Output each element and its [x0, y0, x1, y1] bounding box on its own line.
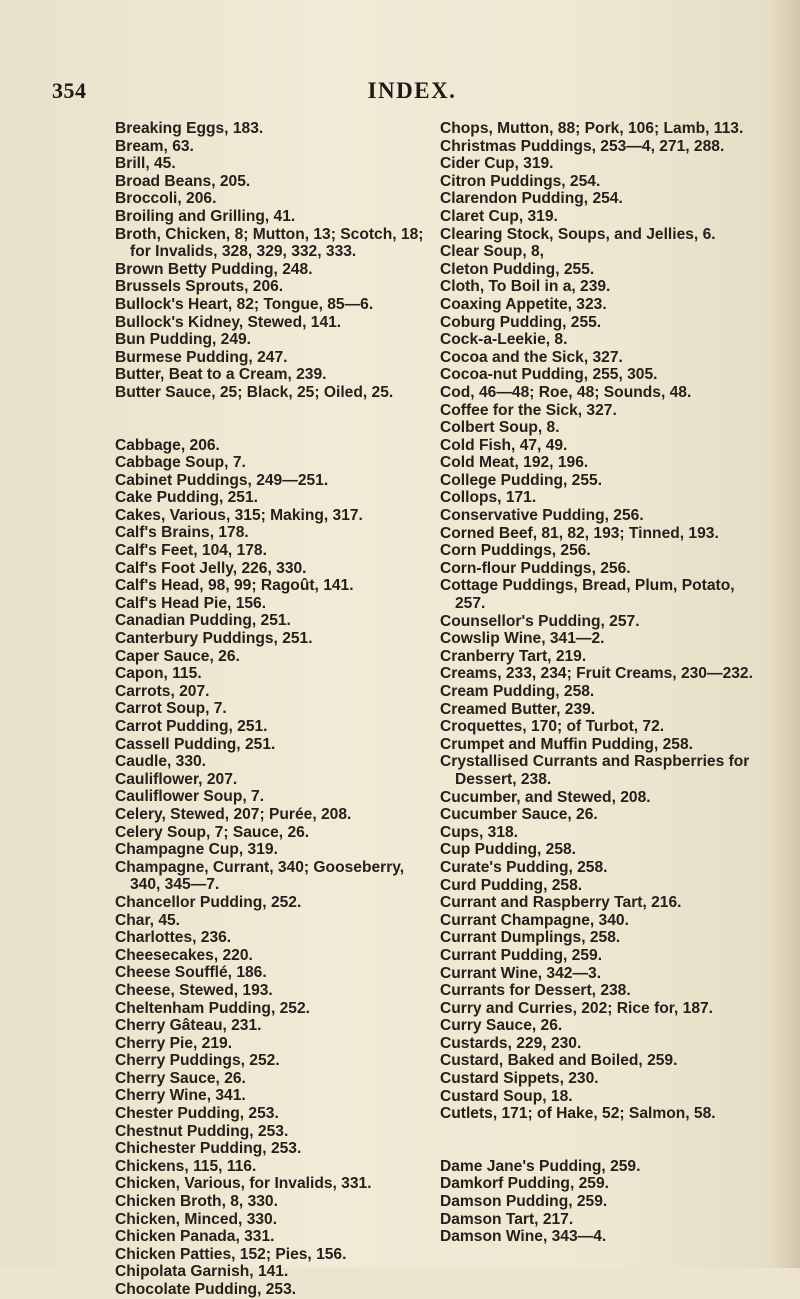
index-entry: Citron Puddings, 254.: [440, 172, 601, 190]
index-entry: Cabbage Soup, 7.: [115, 454, 246, 472]
index-entry: Brussels Sprouts, 206.: [115, 278, 284, 296]
index-entry: Cauliflower Soup, 7.: [115, 788, 265, 806]
index-entry: Calf's Head Pie, 156.: [115, 594, 267, 612]
index-entry: Clear Soup, 8,: [440, 243, 544, 261]
index-entry: Custard Sippets, 230.: [440, 1070, 599, 1088]
index-entry: Counsellor's Pudding, 257.: [440, 612, 640, 630]
index-entry: Cocoa-nut Pudding, 255, 305.: [440, 366, 658, 384]
index-entry: Cherry Wine, 341.: [115, 1087, 246, 1105]
index-entry: Cheesecakes, 220.: [115, 946, 253, 964]
index-entry: Currant Champagne, 340.: [440, 911, 629, 929]
index-entry: Currant and Raspberry Tart, 216.: [440, 894, 682, 912]
index-entry: Corned Beef, 81, 82, 193; Tinned, 193.: [440, 524, 719, 542]
index-entry: Chicken, Various, for Invalids, 331.: [115, 1175, 372, 1193]
page-header: [52, 78, 772, 108]
index-entry: Chicken, Minced, 330.: [115, 1210, 278, 1228]
index-entry: Cakes, Various, 315; Making, 317.: [115, 506, 363, 524]
index-entry: Damson Wine, 343—4.: [440, 1228, 607, 1246]
index-entry: Butter Sauce, 25; Black, 25; Oiled, 25.: [115, 383, 394, 401]
page-edge-shadow: [772, 0, 800, 1268]
index-entry: Chestnut Pudding, 253.: [115, 1122, 289, 1140]
index-entry: Custard, Baked and Boiled, 259.: [440, 1052, 678, 1070]
index-entry: Cold Fish, 47, 49.: [440, 436, 568, 454]
index-entry: Char, 45.: [115, 911, 181, 929]
index-entry: Coburg Pudding, 255.: [440, 313, 602, 331]
index-entry: Colbert Soup, 8.: [440, 419, 560, 437]
index-entry: Brown Betty Pudding, 248.: [115, 260, 313, 278]
index-entry: Bullock's Kidney, Stewed, 141.: [115, 313, 342, 331]
index-entry: Cottage Puddings, Bread, Plum, Potato, 257.: [440, 577, 735, 613]
index-entry: Cold Meat, 192, 196.: [440, 454, 589, 472]
index-entry: Bun Pudding, 249.: [115, 331, 252, 349]
index-entry: Claret Cup, 319.: [440, 207, 558, 225]
index-entry: Curd Pudding, 258.: [440, 876, 583, 894]
index-entry: Carrot Soup, 7.: [115, 700, 227, 718]
index-entry: Broiling and Grilling, 41.: [115, 207, 296, 225]
index-entry: Cabinet Puddings, 249—251.: [115, 471, 329, 489]
index-entry: Damkorf Pudding, 259.: [440, 1175, 609, 1193]
index-entry: Curate's Pudding, 258.: [440, 858, 608, 876]
index-entry: Corn-flour Puddings, 256.: [440, 559, 631, 577]
index-entry: Cabbage, 206.: [115, 436, 220, 454]
index-entry: Curry Sauce, 26.: [440, 1017, 563, 1035]
index-entry: Chocolate Pudding, 253.: [115, 1281, 297, 1298]
index-entry: Caudle, 330.: [115, 753, 207, 771]
index-entry: Cod, 46—48; Roe, 48; Sounds, 48.: [440, 383, 692, 401]
index-entry: Currant Dumplings, 258.: [440, 929, 621, 947]
index-entry: Chicken Patties, 152; Pies, 156.: [115, 1245, 347, 1263]
index-entry: Cloth, To Boil in a, 239.: [440, 278, 611, 296]
index-entry: Cutlets, 171; of Hake, 52; Salmon, 58.: [440, 1105, 716, 1123]
index-entry: Celery Soup, 7; Sauce, 26.: [115, 823, 310, 841]
index-entry: Calf's Brains, 178.: [115, 524, 249, 542]
index-entry: Calf's Head, 98, 99; Ragoût, 141.: [115, 577, 354, 595]
index-entry: Bullock's Heart, 82; Tongue, 85—6.: [115, 295, 374, 313]
index-entry: Carrots, 207.: [115, 682, 210, 700]
index-entry: Custards, 229, 230.: [440, 1034, 582, 1052]
index-entry: Cherry Pie, 219.: [115, 1034, 233, 1052]
index-entry: Chicken Broth, 8, 330.: [115, 1193, 278, 1211]
index-entry: Christmas Puddings, 253—4, 271, 288.: [440, 137, 725, 155]
index-entry: Chancellor Pudding, 252.: [115, 893, 302, 911]
index-entry: Broad Beans, 205.: [115, 172, 251, 190]
index-entry: Cup Pudding, 258.: [440, 841, 577, 859]
index-entry: Bream, 63.: [115, 137, 194, 155]
index-entry: Currant Pudding, 259.: [440, 946, 603, 964]
index-entry: Currant Wine, 342—3.: [440, 964, 602, 982]
index-entry: Canadian Pudding, 251.: [115, 612, 291, 630]
index-entry: Chickens, 115, 116.: [115, 1157, 257, 1175]
index-entry: Chops, Mutton, 88; Pork, 106; Lamb, 113.: [440, 120, 744, 137]
index-entry: Crumpet and Muffin Pudding, 258.: [440, 735, 693, 753]
index-entry: Cheese Soufflé, 186.: [115, 964, 267, 982]
index-column-right: [440, 120, 762, 1246]
index-entry: Cock-a-Leekie, 8.: [440, 331, 568, 349]
index-entry: Calf's Foot Jelly, 226, 330.: [115, 559, 307, 577]
index-entry: Breaking Eggs, 183.: [115, 120, 264, 137]
index-entry: Clarendon Pudding, 254.: [440, 190, 623, 208]
index-entry: Cauliflower, 207.: [115, 770, 238, 788]
index-entry: Cleton Pudding, 255.: [440, 260, 595, 278]
index-entry: Cherry Puddings, 252.: [115, 1052, 280, 1070]
index-entry: Chichester Pudding, 253.: [115, 1140, 302, 1158]
letter-section-gap: [115, 402, 437, 437]
index-entry: Chipolata Garnish, 141.: [115, 1263, 289, 1281]
index-entry: Cream Pudding, 258.: [440, 683, 595, 700]
index-entry: Caper Sauce, 26.: [115, 647, 240, 665]
index-entry: Damson Pudding, 259.: [440, 1193, 608, 1211]
index-entry: Canterbury Puddings, 251.: [115, 630, 313, 648]
index-entry: Cherry Sauce, 26.: [115, 1069, 246, 1087]
index-entry: Cherry Gâteau, 231.: [115, 1017, 262, 1035]
index-entry: Croquettes, 170; of Turbot, 72.: [440, 718, 665, 736]
running-head: INDEX.: [367, 78, 457, 103]
index-entry: Champagne Cup, 319.: [115, 841, 278, 859]
index-entry: Collops, 171.: [440, 489, 537, 507]
index-entry: Cake Pudding, 251.: [115, 489, 258, 507]
index-entry: Cocoa and the Sick, 327.: [440, 348, 623, 366]
index-entry: Creams, 233, 234; Fruit Creams, 230—232.: [440, 665, 753, 683]
index-entry: Damson Tart, 217.: [440, 1210, 574, 1228]
index-entry: Carrot Pudding, 251.: [115, 718, 268, 735]
index-entry: Champagne, Currant, 340; Gooseberry, 340, 345—7.: [115, 858, 405, 894]
index-entry: Broth, Chicken, 8; Mutton, 13; Scotch, 18; for Invalids, 328, 329, 332, 333.: [115, 225, 424, 261]
page-number: 354: [52, 78, 87, 103]
index-entry: Curry and Curries, 202; Rice for, 187.: [440, 999, 714, 1017]
index-entry: Dame Jane's Pudding, 259.: [440, 1157, 641, 1175]
index-entry: Clearing Stock, Soups, and Jellies, 6.: [440, 225, 716, 243]
index-column-left: [115, 120, 437, 1299]
index-entry: Cups, 318.: [440, 823, 518, 841]
index-entry: Cowslip Wine, 341—2.: [440, 630, 605, 648]
letter-section-gap: [440, 1123, 762, 1158]
index-entry: Capon, 115.: [115, 665, 202, 683]
index-entry: Conservative Pudding, 256.: [440, 507, 644, 525]
index-entry: Currants for Dessert, 238.: [440, 982, 631, 1000]
index-entry: Crystallised Currants and Raspberries for Dessert, 238.: [440, 753, 750, 788]
index-entry: Coaxing Appetite, 323.: [440, 295, 607, 313]
index-entry: Celery, Stewed, 207; Purée, 208.: [115, 805, 352, 823]
index-entry: Charlottes, 236.: [115, 929, 232, 947]
index-entry: Corn Puddings, 256.: [440, 542, 591, 560]
index-entry: Custard Soup, 18.: [440, 1087, 573, 1105]
index-entry: Broccoli, 206.: [115, 190, 217, 208]
index-entry: Cider Cup, 319.: [440, 155, 554, 173]
index-entry: Creamed Butter, 239.: [440, 700, 596, 718]
index-entry: Cranberry Tart, 219.: [440, 647, 587, 665]
index-entry: Cheese, Stewed, 193.: [115, 981, 273, 999]
index-entry: Cucumber Sauce, 26.: [440, 806, 598, 824]
index-entry: Burmese Pudding, 247.: [115, 348, 288, 366]
index-entry: Coffee for the Sick, 327.: [440, 401, 617, 419]
index-entry: Brill, 45.: [115, 155, 176, 173]
index-entry: Cassell Pudding, 251.: [115, 735, 276, 753]
index-entry: Cheltenham Pudding, 252.: [115, 999, 310, 1017]
index-entry: Chicken Panada, 331.: [115, 1228, 275, 1246]
index-entry: Calf's Feet, 104, 178.: [115, 542, 267, 560]
index-entry: Cucumber, and Stewed, 208.: [440, 788, 651, 806]
index-entry: Chester Pudding, 253.: [115, 1105, 279, 1123]
index-entry: College Pudding, 255.: [440, 471, 603, 489]
index-entry: Butter, Beat to a Cream, 239.: [115, 366, 327, 384]
